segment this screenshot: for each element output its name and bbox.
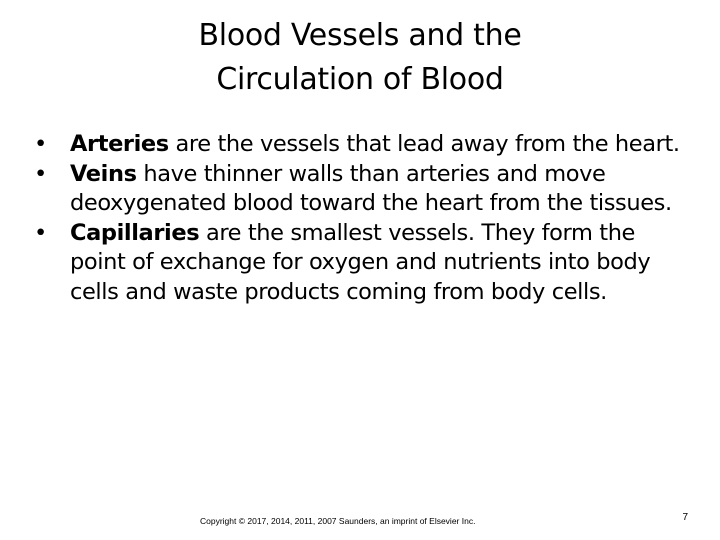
- bullet-item-arteries: [34, 130, 684, 160]
- title-line-1: Blood Vessels and the: [198, 18, 522, 53]
- bullet-term: Arteries: [70, 131, 169, 157]
- bullet-text: have thinner walls than arteries and move deoxygenated blood toward the heart from the tissues.: [70, 160, 672, 216]
- bullet-marker: •: [34, 219, 47, 246]
- bullet-item-capillaries: [34, 219, 684, 308]
- bullet-text: are the smallest vessels. They form the point of exchange for oxygen and nutrients into body cells and waste products coming from body cells.: [70, 219, 651, 305]
- slide-title: [0, 14, 720, 102]
- bullet-term: Veins: [70, 160, 137, 187]
- bullet-text: are the vessels that lead away from the heart.: [168, 131, 680, 157]
- copyright-footer: Copyright © 2017, 2014, 2011, 2007 Saunders, an imprint of Elsevier Inc.: [200, 516, 476, 526]
- bullet-item-veins: [34, 160, 684, 219]
- bullet-marker: •: [34, 160, 47, 187]
- page-number: 7: [682, 512, 688, 523]
- title-line-2: Circulation of Blood: [216, 62, 504, 97]
- bullet-marker: •: [34, 131, 47, 157]
- bullet-term: Capillaries: [70, 219, 200, 246]
- bullet-list: [34, 130, 684, 307]
